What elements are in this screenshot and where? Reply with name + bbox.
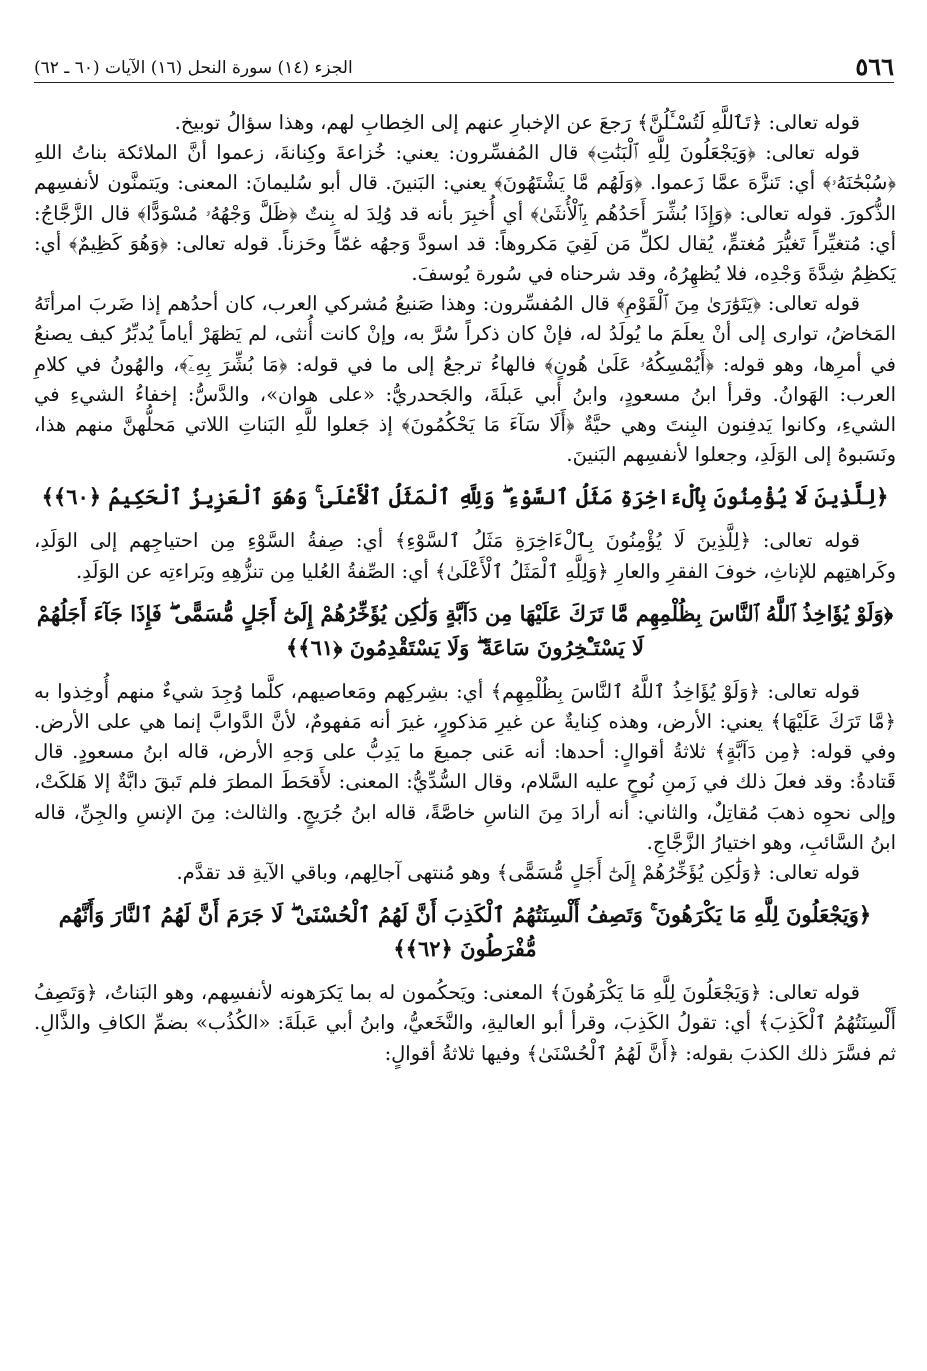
page-number: ٥٦٦ (855, 52, 894, 81)
paragraph: قوله تعالى: ﴿وَلَٰكِن يُؤَخِّرُهُمْ إِلَىٰٓ أَجَلٍ مُّسَمًّى﴾ وهو مُنتهى آجالِهم، وباقي الآيةِ قد تقدَّم. (176, 861, 860, 885)
quran-verse-60: ﴿لِلَّذِينَ لَا يُؤْمِنُونَ بِٱلْءَاخِرَةِ مَثَلُ ٱلسَّوْءِ ۖ وَلِلَّهِ ٱلْمَثَلُ ٱلْأَعْلَىٰ ۚ وَهُوَ ٱلْعَزِيزُ ٱلْحَكِيمُ ﴿٦٠﴾﴾ (41, 484, 889, 510)
paragraph: قوله تعالى: ﴿وَيَجْعَلُونَ لِلَّهِ مَا يَكْرَهُونَ﴾ المعنى: ويَحكُمون له بما يَكرَهونه لأنفسِهم، وهو البَناتُ، ﴿وَتَصِفُ أَلْسِنَتُهُمُ ٱلْكَذِبَ﴾ أي: تقولُ الكَذِبَ، وقرأ أبو العاليةِ، والنَّخَعيُّ، وابنُ أبي عَبلَةَ: «الكُذُب» بضمِّ الكافِ والذَّالِ. ثم فسَّرَ ذلك الكذبَ بقوله: ﴿أَنَّ لَهُمُ ٱلْحُسْنَىٰ﴾ وفيها ثلاثةُ أقوالٍ: (34, 981, 896, 1065)
paragraph: قوله تعالى: ﴿وَلَوْ يُؤَاخِذُ ٱللَّهُ ٱلنَّاسَ بِظُلْمِهِم﴾ أي: بشِركِهم ومَعاصيهم، كلَّما وُجِدَ شيءٌ منهم أُوخِذوا به ﴿مَّا تَرَكَ عَلَيْهَا﴾ يعني: الأرض، وهذه كِنايةٌ عن غيرِ مَذكورٍ، غيرَ أنه مَفهومٌ، لأنَّ الدَّوابَّ إنما هي على الأرض. وفي قوله: ﴿مِن دَآبَّةٍ﴾ ثلاثةُ أقوالٍ: أحدها: أنه عَنى جميعَ ما يَدِبُّ على وَجهِ الأرض، قاله ابنُ مسعودٍ. قال قَتادةُ: وقد فعلَ ذلك في زَمنِ نُوحٍ عليه السَّلام، وقال السُّدِّيُّ: المعنى: لأَقحَطَ المطرَ فلم تَبقَ دابَّةٌ إلا هَلكَتْ، وإلى نحوِه ذهبَ مُقاتِلٌ، والثاني: أنه أرادَ مِنَ الناسِ خاصَّةً، قاله ابنُ جُرَيجٍ. والثالث: مِنَ الإنسِ والجِنِّ، قاله ابنُ السَّائبِ، وهو اختيارُ الزَّجَّاجِ. (34, 679, 896, 854)
quran-verse-62: ﴿وَيَجْعَلُونَ لِلَّهِ مَا يَكْرَهُونَ ۚ وَتَصِفُ أَلْسِنَتُهُمُ ٱلْكَذِبَ أَنَّ لَهُمُ ٱلْحُسْنَىٰ ۖ لَا جَرَمَ أَنَّ لَهُمُ ٱلنَّارَ وَأَنَّهُم مُّفْرَطُونَ ﴿٦٢﴾﴾ (58, 902, 872, 962)
paragraph: قوله تعالى: ﴿لِلَّذِينَ لَا يُؤْمِنُونَ بِٱلْءَاخِرَةِ مَثَلُ ٱلسَّوْءِ﴾ أي: صِفةُ السَّوْءِ مِن احتياجِهم إلى الوَلَدِ، وكَراهتِهم للإناثِ، خوفَ الفقرِ والعارِ ﴿وَلِلَّهِ ٱلْمَثَلُ ٱلْأَعْلَىٰ﴾ أي: الصِّفةُ العُليا مِن تنزُّهِهِ وبَراءتِه عن الوَلَدِ. (34, 529, 896, 583)
quran-verse-61: ﴿وَلَوْ يُؤَاخِذُ ٱللَّهُ ٱلنَّاسَ بِظُلْمِهِم مَّا تَرَكَ عَلَيْهَا مِن دَآبَّةٍ وَلَٰكِن يُؤَخِّرُهُمْ إِلَىٰٓ أَجَلٍ مُّسَمًّى ۖ فَإِذَا جَآءَ أَجَلُهُمْ لَا يَسْتَـْٔخِرُونَ سَاعَةً ۖ وَلَا يَسْتَقْدِمُونَ ﴿٦١﴾﴾ (36, 600, 894, 660)
paragraph: قوله تعالى: ﴿تَٱللَّهِ لَتُسْـَٔلُنَّ﴾ رَجعَ عن الإخبارِ عنهم إلى الخِطابِ لهم، وهذا سؤالُ توبيخ. (174, 111, 860, 134)
page-header (34, 52, 894, 83)
paragraph: قوله تعالى: ﴿وَيَجْعَلُونَ لِلَّهِ ٱلْبَنَٰتِ﴾ قال المُفسِّرون: يعني: خُزاعةَ وكِنانةَ، زعموا أنَّ الملائكة بناتُ اللهِ ﴿سُبْحَٰنَهُۥ﴾ أي: تَنزَّهَ عمَّا زَعموا. ﴿وَلَهُم مَّا يَشْتَهُونَ﴾ يعني: البَنينَ. قال أبو سُليمانَ: المعنى: ويَتمنَّون لأنفسِهم الذُّكورَ. قوله تعالى: ﴿وَإِذَا بُشِّرَ أَحَدُهُم بِٱلْأُنثَىٰ﴾ أي أُخبِرَ بأنه قد وُلِدَ له بِنتٌ ﴿ظَلَّ وَجْهُهُۥ مُسْوَدًّا﴾ قال الزَّجَّاجُ: أي: مُتغيِّراً تَغيُّرَ مُغتمٍّ، يُقال لكلِّ مَن لَقِيَ مَكروهاً: قد اسودَّ وَجهُه غمّاً وحَزناً. قوله تعالى: ﴿وَهُوَ كَظِيمٌ﴾ أي: يَكظِمُ شِدَّةَ وَجْدِه، فلا يُظهِرُهُ، وقد شرحناه في سُورة يُوسفَ. (34, 141, 896, 286)
running-head: الجزء (١٤) سورة النحل (١٦) الآيات (٦٠ ـ ٦٢) (34, 58, 353, 78)
paragraph: قوله تعالى: ﴿يَتَوَٰرَىٰ مِنَ ٱلْقَوْمِ﴾ قال المُفسِّرون: وهذا صَنيعُ مُشركي العرب، كان أحدُهم إذا ضَربَ امرأتَهُ المَخاضُ، توارى إلى أنْ يعلَمَ ما يُولَدُ له، فإنْ كان ذكراً سُرَّ به، وإنْ كانت أُنثى، لم يَظهَرْ أياماً يُدبِّرُ كيف يصنعُ في أمرِها، وهو قوله: ﴿أَيُمْسِكُهُۥ عَلَىٰ هُونٍ﴾ فالهاءُ ترجعُ إلى ما في قوله: ﴿مَا بُشِّرَ بِهِۦٓ﴾، والهُونُ في كلامِ العرب: الهَوانُ. وقرأ ابنُ مسعودٍ، وابنُ أبي عَبلَةَ، والجَحدريُّ: «على هوان»، والدَّسُّ: إخفاءُ الشيءِ في الشيءِ، وكانوا يَدفِنون البِنتَ وهي حيَّةٌ ﴿أَلَا سَآءَ مَا يَحْكُمُونَ﴾ إذ جَعلوا للَّهِ البَناتِ اللاتي مَحلُّهنَّ منهم هذا، ونَسَبوهُ إلى الوَلَدِ، وجعلوا لأنفسِهم البَنينَ. (34, 292, 896, 467)
page-body (34, 108, 896, 1069)
